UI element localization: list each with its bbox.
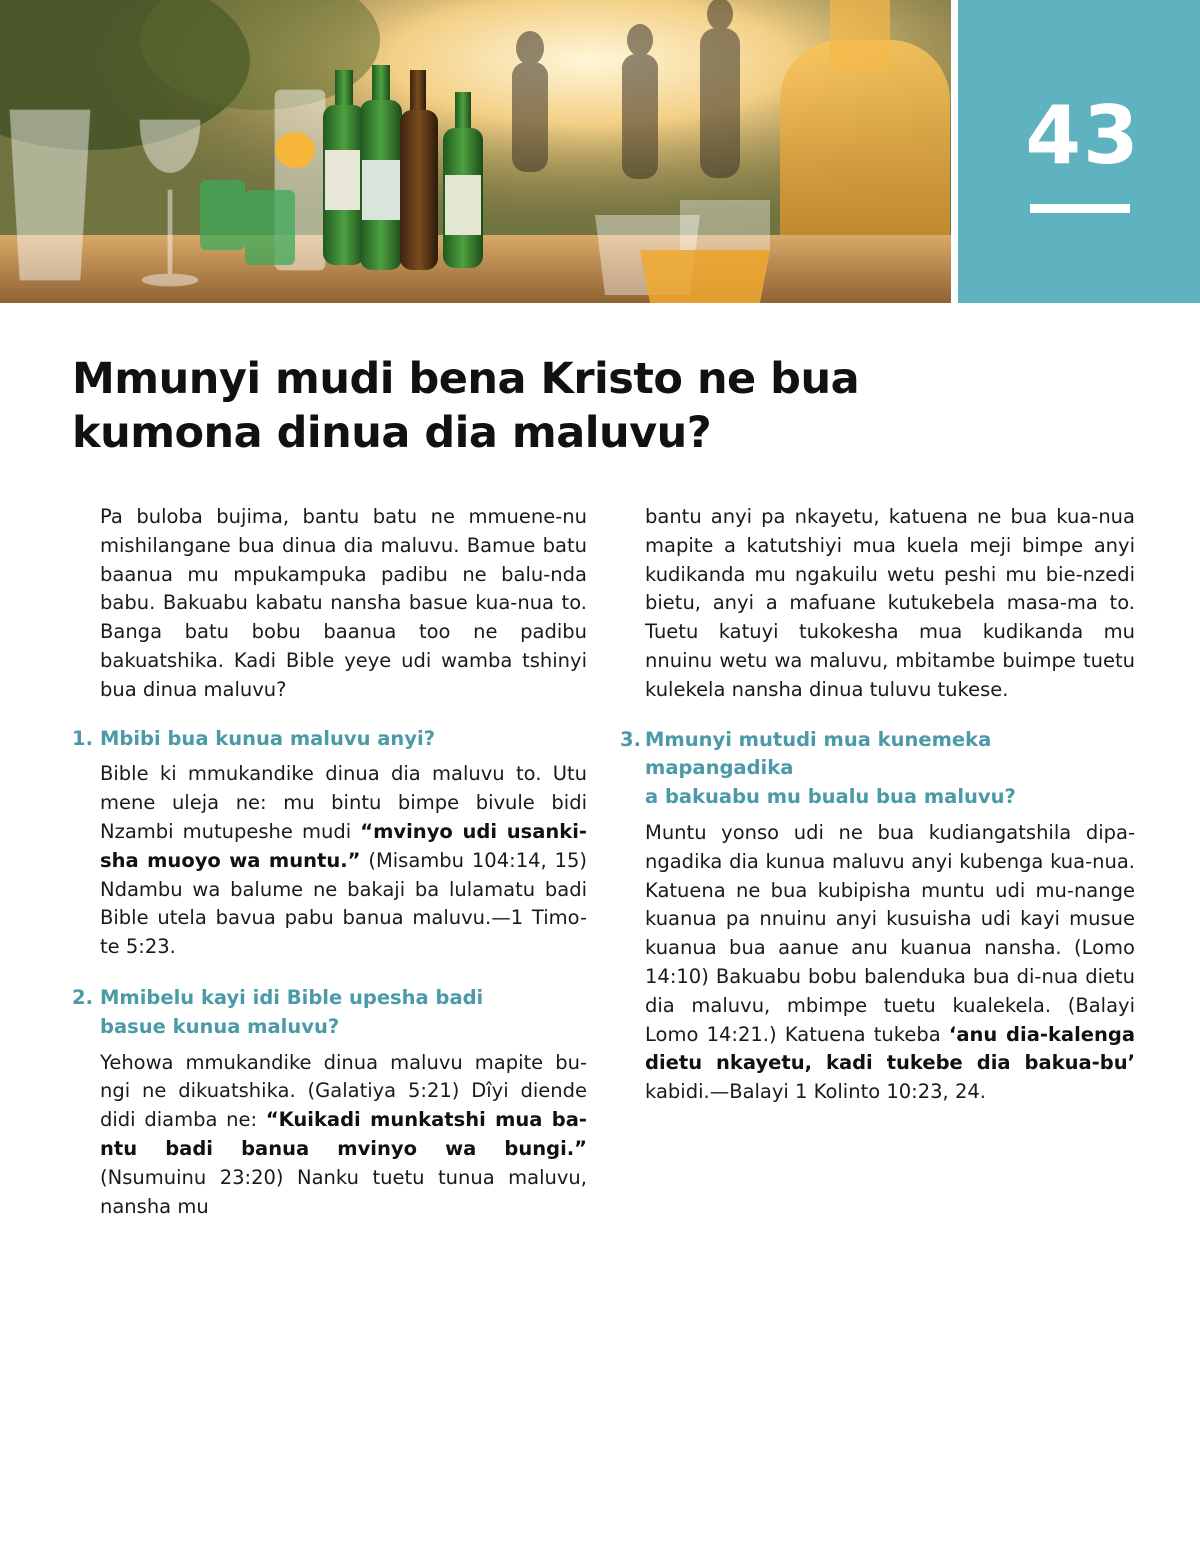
question-3 <box>620 726 1135 812</box>
question-3-line-2: a bakuabu mu bualu bua maluvu? <box>645 785 1016 809</box>
lesson-number: 43 <box>1025 89 1141 182</box>
question-2-text <box>100 984 587 1042</box>
answer-3-paragraph <box>620 819 1135 1107</box>
answer-2-continued: bantu anyi pa nkayetu, katuena ne bua kua-nua mapite a katutshiyi mua kuela meji bimpe anyi kudikanda mu ngakuilu wetu peshi mu bie-nzedi bietu, anyi a mafuane kutukebela masa-ma to. Tuetu katuyi tukokesha mua kudikanda mu nnuinu wetu wa maluvu, mbitambe buimpe tuetu kulekela nansha dinua tuluvu tukese. <box>645 505 1135 701</box>
answer-2-text-a: Yehowa mmukandike dinua maluvu mapite bu-ngi ne dikuatshika. (Galatiya 5:21) Dîyi diende didi diamba ne: <box>100 1050 587 1132</box>
answer-1-text-b: (Misambu 104:14, 15) Ndambu wa balume ne bakaji ba lulamatu badi Bible utela bavua pabu banua maluvu.—1 Timo-te 5:23. <box>100 848 587 959</box>
question-3-text <box>645 726 1135 812</box>
answer-3-text-b: kabidi.—Balayi 1 Kolinto 10:23, 24. <box>645 1080 986 1104</box>
right-column <box>620 503 1135 1107</box>
intro-paragraph: Pa buloba bujima, bantu batu ne mmuene-nu mishilangane bua dinua dia maluvu. Bamue batu baanua mu mpukampuka padibu ne balu-nda babu. Bakuabu kabatu nansha basue kua-nua to. Banga batu bobu baanua too ne padibu bakuatshika. Kadi Bible yeye udi wamba tshinyi bua dinua maluvu? <box>100 505 587 701</box>
answer-3-quote: ‘anu dia-kalenga dietu nkayetu, kadi tukebe dia bakua-bu’ <box>645 1022 1135 1075</box>
title-line-1: Mmunyi mudi bena Kristo ne bua <box>72 354 860 404</box>
party-drinks-photo <box>0 0 951 303</box>
answer-1-paragraph <box>72 760 587 962</box>
question-2-number: 2. <box>72 985 93 1009</box>
page-title <box>72 352 952 460</box>
lesson-number-panel <box>958 0 1200 303</box>
answer-2-text-b: (Nsumuinu 23:20) Nanku tuetu tunua maluvu, nansha mu <box>100 1165 587 1218</box>
party-drinks-illustration <box>0 0 951 303</box>
lesson-number-underline <box>1030 204 1130 213</box>
question-1 <box>72 725 587 754</box>
answer-1-text-a: Bible ki mmukandike dinua dia maluvu to. Utu mene uleja ne: mu bintu bimpe bivule bidi Nzambi mutupeshe mudi <box>100 762 587 843</box>
answer-1-quote: “mvinyo udi usanki-sha muoyo wa muntu.” <box>100 819 587 872</box>
answer-2-paragraph <box>72 1049 587 1222</box>
question-1-number: 1. <box>72 726 93 750</box>
title-line-2: kumona dinua dia maluvu? <box>72 408 712 458</box>
answer-3-text-a: Muntu yonso udi ne bua kudiangatshila dipa-ngadika dia kunua maluvu anyi kubenga kua-nua. Katuena ne bua kubipisha muntu udi mu-nange kuanua pa nnuinu anyi kusuisha udi kayi musue kuanua bua aanue anu kuanua nansha. (Lomo 14:10) Bakuabu bobu balenduka bua di-nua dietu dia maluvu, mbimpe tuetu kualekela. (Balayi Lomo 14:21.) Katuena tukeba <box>645 820 1135 1046</box>
question-2-line-2: basue kunua maluvu? <box>100 1014 340 1038</box>
question-3-number: 3. <box>620 727 641 751</box>
question-2 <box>72 984 587 1042</box>
question-2-line-1: Mmibelu kayi idi Bible upesha badi <box>100 985 484 1009</box>
question-3-line-1: Mmunyi mutudi mua kunemeka mapangadika <box>645 727 992 780</box>
left-column <box>72 503 587 1221</box>
answer-2-quote: “Kuikadi munkatshi mua ba-ntu badi banua mvinyo wa bungi.” <box>100 1108 587 1160</box>
question-1-text: Mbibi bua kunua maluvu anyi? <box>100 726 436 750</box>
